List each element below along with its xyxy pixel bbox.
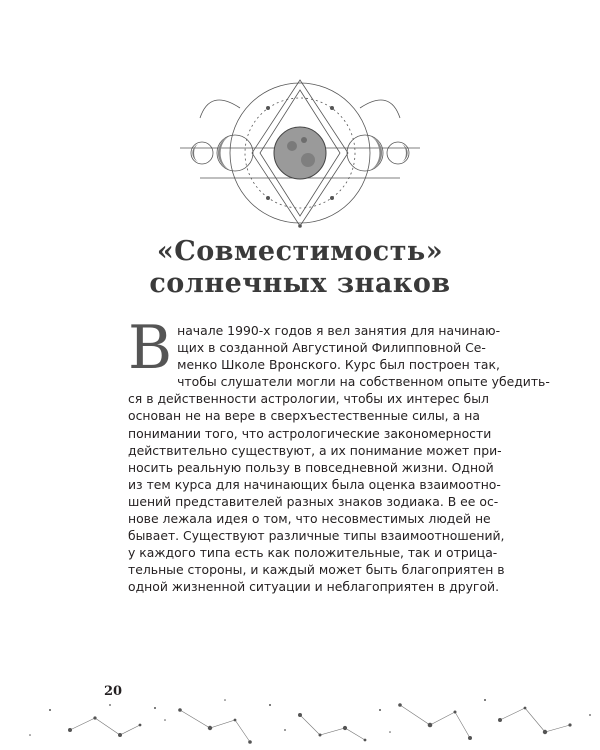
body-line: действительно существуют, а их понимание может при- [128, 442, 502, 458]
body-line: носить реальную пользу в повседневной жизни. Одной [128, 459, 494, 475]
body-line: щих в созданной Августиной Филипповной Се- [177, 340, 486, 356]
body-line: ся в действенности астрологии, чтобы их интерес был [128, 391, 489, 407]
body-line: нове лежала идея о том, что несовместимых людей не [128, 511, 491, 527]
title-line-1: «Совместимость» [156, 236, 444, 267]
page-number: 20 [104, 684, 123, 699]
body-line: бывает. Существуют различные типы взаимоотношений, [128, 528, 505, 544]
body-line: у каждого типа есть как положительные, так и отрица- [128, 545, 498, 561]
body-line: чтобы слушатели могли на собственном опыте убедить- [177, 374, 550, 390]
body-line: основан не на вере в сверхъестественные силы, а на [128, 408, 480, 424]
body-line: понимании того, что астрологические закономерности [128, 425, 492, 441]
body-paragraph [128, 313, 550, 596]
body-line: начале 1990-х годов я вел занятия для начинаю- [177, 323, 501, 338]
body-line: тельные стороны, и каждый может быть благоприятен в [128, 562, 505, 578]
body-line: шений представителей разных знаков зодиака. В ее ос- [128, 493, 499, 509]
body-line: одной жизненной ситуации и неблагоприятен в другой. [128, 579, 500, 595]
dropcap: В [128, 313, 173, 383]
title-line-2: солнечных знаков [149, 268, 451, 299]
constellation-stars-icon [0, 690, 600, 750]
body-line: менко Школе Вронского. Курс был построен так, [177, 357, 500, 373]
body-line: из тем курса для начинающих была оценка взаимоотно- [128, 476, 501, 492]
moon-phases-diamond-icon [180, 78, 420, 228]
